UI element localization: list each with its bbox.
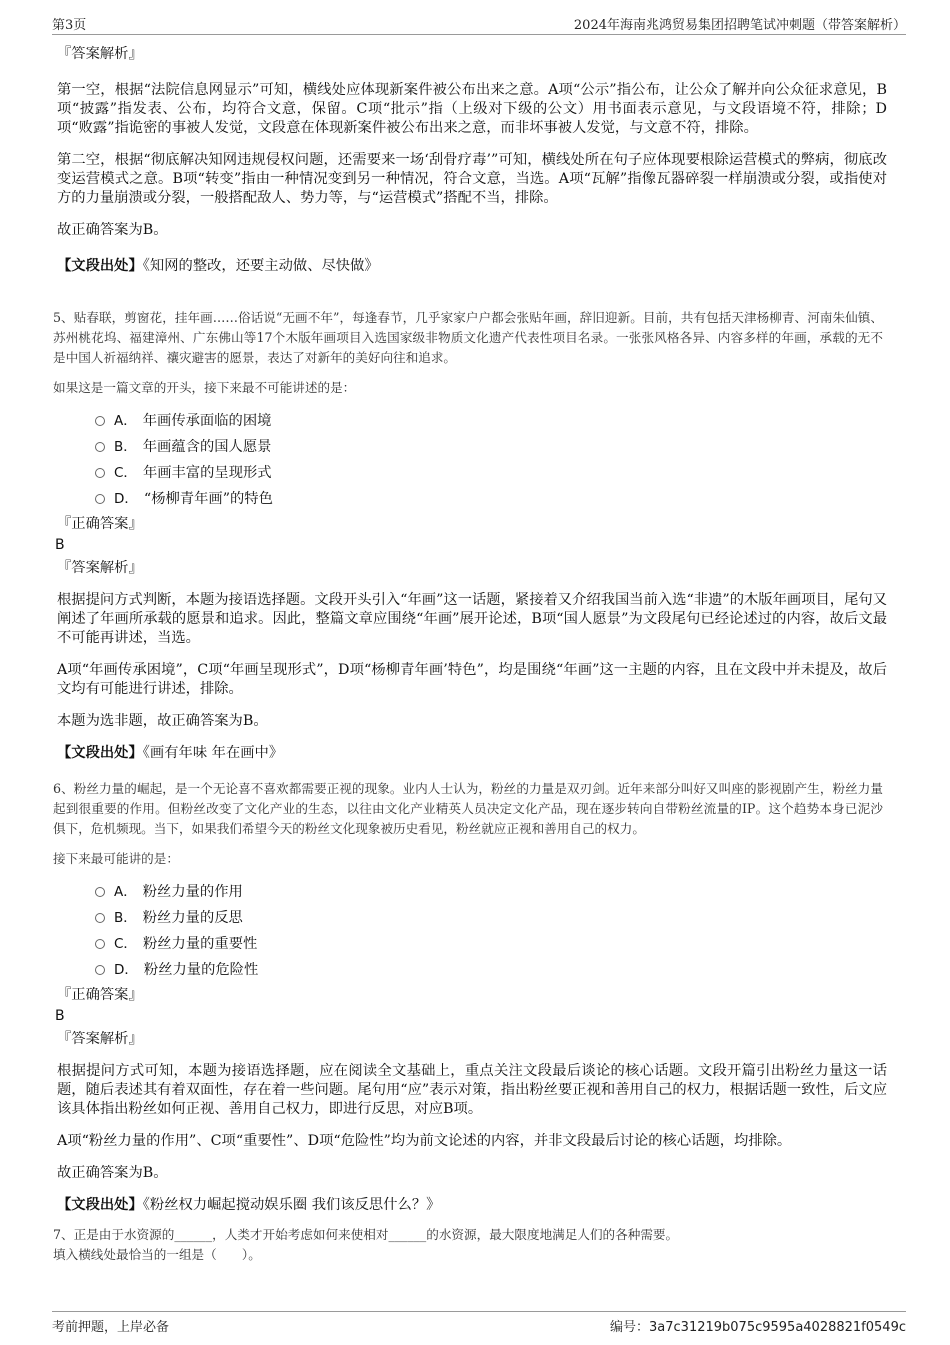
correct-answer: B — [55, 537, 65, 553]
option-a[interactable]: A． 年画传承面临的困境 — [95, 408, 887, 434]
radio-button[interactable] — [95, 494, 105, 504]
option-d[interactable]: D． 粉丝力量的危险性 — [95, 957, 887, 983]
correct-answer-label: 『正确答案』 — [57, 987, 143, 1003]
question-prompt: 接下来最可能讲的是： — [53, 851, 179, 866]
option-c[interactable]: C． 粉丝力量的重要性 — [95, 931, 887, 957]
radio-button[interactable] — [95, 468, 105, 478]
radio-button[interactable] — [95, 416, 105, 426]
question-6 — [53, 779, 887, 1215]
radio-button[interactable] — [95, 913, 105, 923]
option-a[interactable]: A． 粉丝力量的作用 — [95, 879, 887, 905]
source-label: 【文段出处】 — [57, 258, 143, 274]
page-header — [52, 14, 906, 35]
option-text: 粉丝力量的反思 — [142, 910, 243, 926]
question-7 — [53, 1225, 887, 1265]
code-value: 3a7c31219b075c9595a4028821f0549c — [649, 1320, 906, 1335]
analysis-conclusion: 故正确答案为B。 — [57, 222, 168, 238]
document-body — [53, 44, 887, 1275]
document-code — [610, 1316, 906, 1335]
source-label: 【文段出处】 — [57, 745, 143, 761]
option-text: 年画传承面临的困境 — [142, 413, 272, 429]
question-stem: 7、正是由于水资源的______，人类才开始考虑如何来使相对______的水资源，最大限度地满足人们的各种需要。 — [53, 1227, 679, 1242]
source-title: 《知网的整改，还要主动做、尽快做》 — [142, 258, 379, 274]
option-b[interactable]: B． 粉丝力量的反思 — [95, 905, 887, 931]
radio-button[interactable] — [95, 939, 105, 949]
source-citation — [57, 256, 887, 276]
source-citation — [57, 743, 887, 763]
question-4-tail — [57, 44, 887, 276]
question-5 — [53, 308, 887, 763]
analysis-paragraph: A项“年画传承困境”，C项“年画呈现形式”，D项“杨柳青年画’特色”，均是围绕“年画”这一主题的内容，且在文段中并未提及，故后文均有可能进行讲述，排除。 — [57, 662, 887, 697]
analysis-conclusion: 故正确答案为B。 — [57, 1165, 168, 1181]
correct-answer-label: 『正确答案』 — [57, 516, 143, 532]
option-b[interactable]: B． 年画蕴含的国人愿景 — [95, 434, 887, 460]
source-citation — [57, 1195, 887, 1215]
answer-analysis-label: 『答案解析』 — [57, 560, 143, 576]
option-list — [95, 879, 887, 983]
page-footer — [52, 1311, 906, 1340]
analysis-paragraph: 第一空，根据“法院信息网显示”可知，横线处应体现新案件被公布出来之意。A项“公示”指公布，让公众了解并向公众征求意见，B项“披露”指发表、公布，均符合文意，保留。C项“批示”指（上级对下级的公文）用书面表示意见，与文段语境不符，排除；D项“败露”指诡密的事被人发觉，文段意在体现新案件被公布出来之意，而非坏事被人发觉，与文意不符，排除。 — [57, 82, 887, 136]
question-stem: 6、粉丝力量的崛起，是一个无论喜不喜欢都需要正视的现象。业内人士认为，粉丝的力量是双刃剑。近年来部分叫好又叫座的影视剧产生，粉丝力量起到很重要的作用。但粉丝改变了文化产业的生态，以往由文化产业精英人员决定文化产品，现在逐步转向自带粉丝流量的IP。这个趋势本身已泥沙俱下，危机频现。当下，如果我们希望今天的粉丝文化现象被历史看见，粉丝就应正视和善用自己的权力。 — [53, 781, 883, 836]
option-text: 年画丰富的呈现形式 — [142, 465, 272, 481]
code-label: 编号： — [610, 1320, 650, 1335]
option-text: 粉丝力量的重要性 — [142, 936, 258, 952]
correct-answer: B — [55, 1008, 65, 1024]
analysis-conclusion: 本题为选非题，故正确答案为B。 — [57, 713, 268, 729]
page-number: 第3页 — [52, 18, 87, 33]
source-title: 《画有年味 年在画中》 — [142, 745, 284, 761]
radio-button[interactable] — [95, 965, 105, 975]
option-c[interactable]: C． 年画丰富的呈现形式 — [95, 460, 887, 486]
analysis-paragraph: 第二空，根据“彻底解决知网违规侵权问题，还需要来一场‘刮骨疗毒’”可知，横线处所在句子应体现要根除运营模式的弊病，彻底改变运营模式之意。B项“转变”指由一种情况变到另一种情况，符合文意，当选。A项“瓦解”指像瓦器碎裂一样崩溃或分裂，或指使对方的力量崩溃或分裂，一般搭配敌人、势力等，与“运营模式”搭配不当，排除。 — [57, 152, 887, 206]
option-text: 粉丝力量的作用 — [142, 884, 243, 900]
question-stem: 5、贴春联，剪窗花，挂年画……俗话说“无画不年”，每逢春节，几乎家家户户都会张贴年画，辞旧迎新。目前，共有包括天津杨柳青、河南朱仙镇、苏州桃花坞、福建漳州、广东佛山等17个木版年画项目入选国家级非物质文化遗产代表性项目名录。一张张风格各异、内容多样的年画，承载的无不是中国人祈福纳祥、禳灾避害的愿景，表达了对新年的美好向往和追求。 — [53, 310, 883, 365]
document-title: 2024年海南兆鸿贸易集团招聘笔试冲刺题（带答案解析） — [573, 18, 906, 33]
option-text: 粉丝力量的危险性 — [143, 962, 259, 978]
radio-button[interactable] — [95, 887, 105, 897]
analysis-paragraph: 根据提问方式判断，本题为接语选择题。文段开头引入“年画”这一话题，紧接着又介绍我国当前入选“非遗”的木版年画项目，尾句又阐述了年画所承载的愿景和追求。因此，整篇文章应围绕“年画”展开论述，B项“国人愿景”为文段尾句已经论述过的内容，故后文最不可能再讲述，当选。 — [57, 592, 887, 646]
option-list — [95, 408, 887, 512]
source-title: 《粉丝权力崛起搅动娱乐圈 我们该反思什么？》 — [142, 1197, 441, 1213]
question-prompt: 填入横线处最恰当的一组是（ ）。 — [53, 1247, 261, 1262]
answer-analysis-label: 『答案解析』 — [57, 46, 143, 62]
radio-button[interactable] — [95, 442, 105, 452]
analysis-paragraph: 根据提问方式可知，本题为接语选择题，应在阅读全文基础上，重点关注文段最后谈论的核心话题。文段开篇引出粉丝力量这一话题，随后表述其有着双面性，存在着一些问题。尾句用“应”表示对策，指出粉丝要正视和善用自己的权力，根据话题一致性，后文应该具体指出粉丝如何正视、善用自己权力，即进行反思，对应B项。 — [57, 1063, 887, 1117]
answer-analysis-label: 『答案解析』 — [57, 1031, 143, 1047]
option-text: 年画蕴含的国人愿景 — [142, 439, 272, 455]
question-prompt: 如果这是一篇文章的开头，接下来最不可能讲述的是： — [53, 380, 356, 395]
source-label: 【文段出处】 — [57, 1197, 143, 1213]
footer-slogan: 考前押题，上岸必备 — [52, 1320, 170, 1335]
analysis-paragraph: A项“粉丝力量的作用”、C项“重要性”、D项“危险性”均为前文论述的内容，并非文段最后讨论的核心话题，均排除。 — [57, 1133, 792, 1149]
option-d[interactable]: D． “杨柳青年画”的特色 — [95, 486, 887, 512]
option-text: “杨柳青年画”的特色 — [143, 491, 273, 507]
